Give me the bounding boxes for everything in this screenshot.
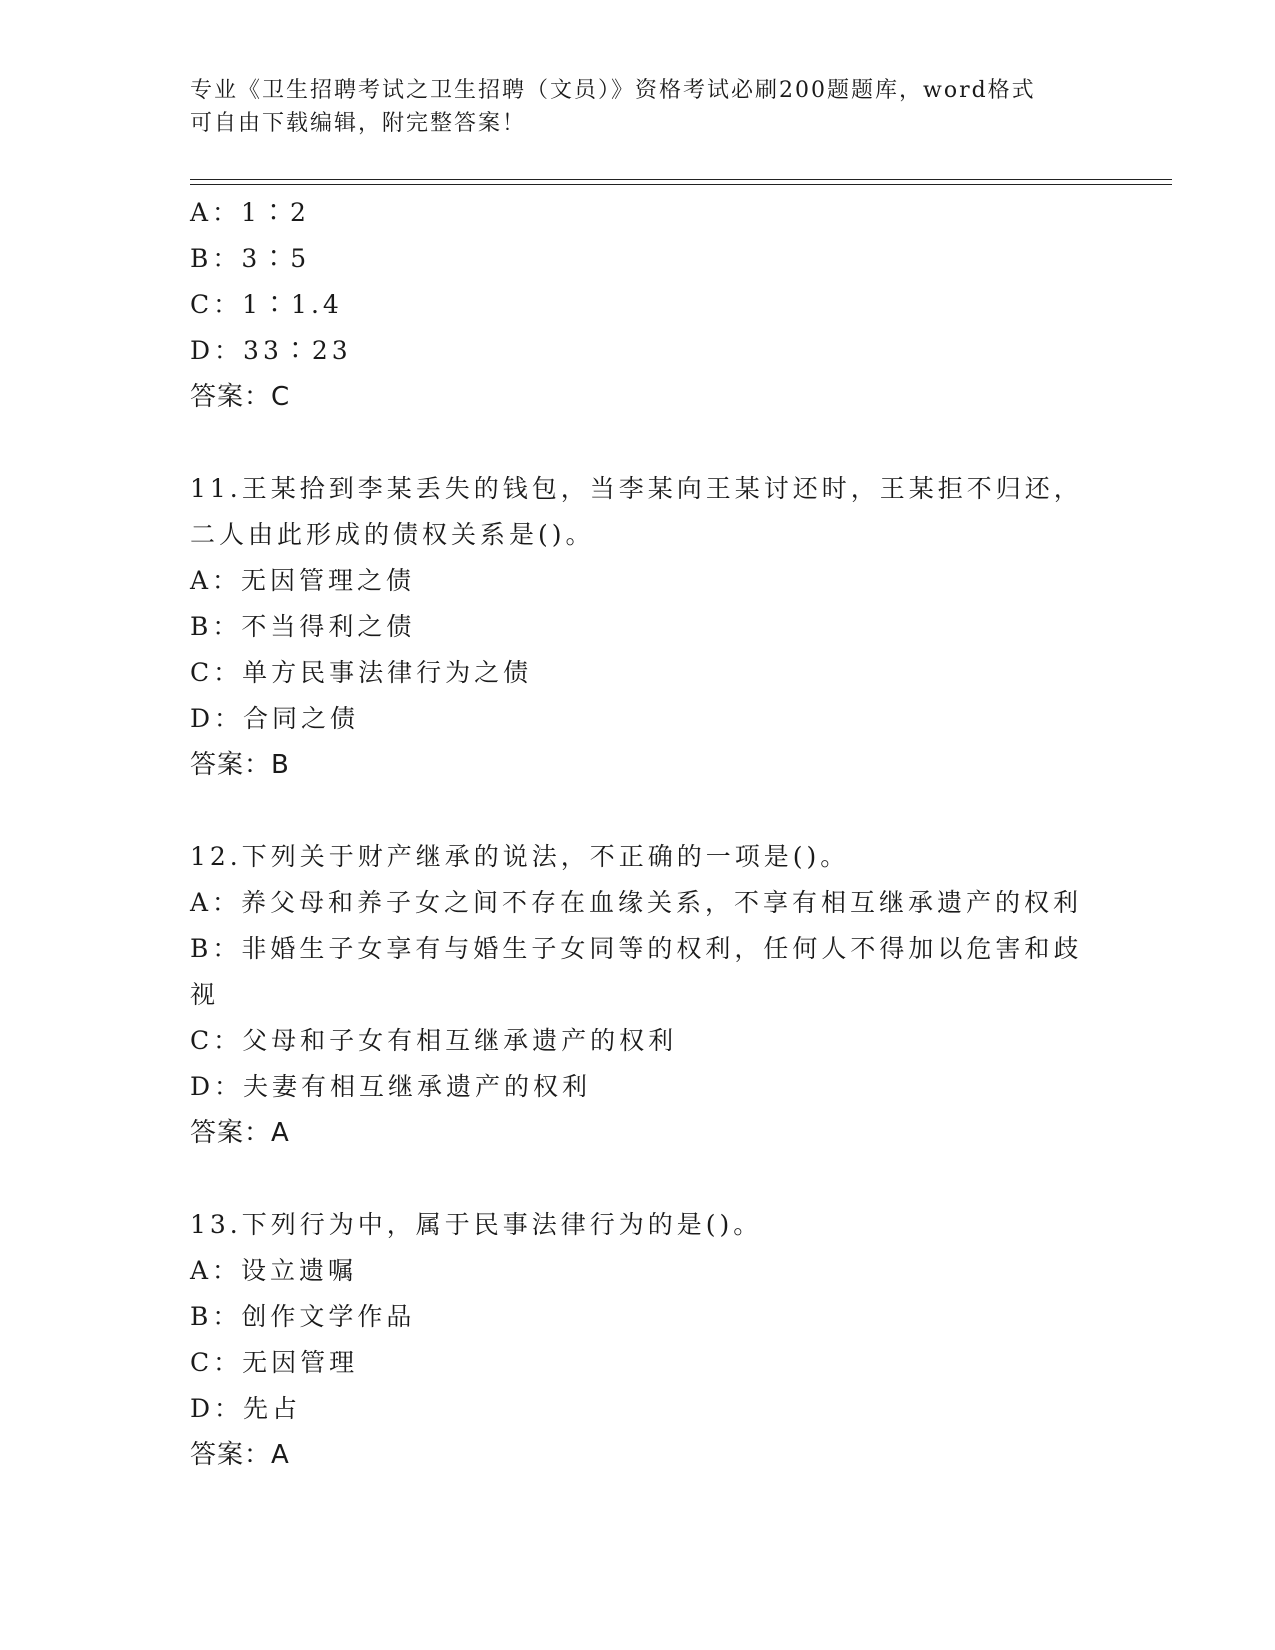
option-d: D：33∶23 <box>190 336 352 365</box>
option-d: D：夫妻有相互继承遗产的权利 <box>190 1072 592 1101</box>
option-c: C：父母和子女有相互继承遗产的权利 <box>190 1026 678 1055</box>
option-a: A：养父母和养子女之间不存在血缘关系，不享有相互继承遗产的权利 <box>190 888 1083 917</box>
option-d: D：先占 <box>190 1394 302 1423</box>
option-b: B：3∶5 <box>190 244 311 273</box>
option-b: B：创作文学作品 <box>190 1302 416 1331</box>
spacer <box>190 788 1090 834</box>
question-block-11 <box>190 466 1090 788</box>
question-block-12 <box>190 834 1090 1156</box>
option-a: A：1∶2 <box>190 198 310 227</box>
option-b: B：不当得利之债 <box>190 612 416 641</box>
option-c: C：无因管理 <box>190 1348 359 1377</box>
header-line-2: 可自由下载编辑，附完整答案！ <box>190 111 527 136</box>
option-a: A：无因管理之债 <box>190 566 416 595</box>
answer-line: 答案：B <box>190 750 290 780</box>
question-block-13 <box>190 1202 1090 1478</box>
answer-line: 答案：C <box>190 382 291 412</box>
option-b: B：非婚生子女享有与婚生子女同等的权利，任何人不得加以危害和歧视 <box>190 934 1083 1009</box>
option-c: C：1∶1.4 <box>190 290 343 319</box>
header-rule-bottom <box>190 184 1172 185</box>
question-stem-line-1: 11.王某拾到李某丢失的钱包，当李某向王某讨还时，王某拒不归还， <box>190 474 1083 503</box>
header-line-1: 专业《卫生招聘考试之卫生招聘（文员）》资格考试必刷200题题库，word格式 <box>190 78 1036 103</box>
question-block-10 <box>190 190 1090 420</box>
document-header <box>190 74 1090 140</box>
question-stem-line-2: 二人由此形成的债权关系是()。 <box>190 520 595 549</box>
question-content <box>190 190 1090 1478</box>
question-stem: 13.下列行为中，属于民事法律行为的是()。 <box>190 1210 763 1239</box>
answer-line: 答案：A <box>190 1118 290 1148</box>
spacer <box>190 420 1090 466</box>
spacer <box>190 1156 1090 1202</box>
option-a: A：设立遗嘱 <box>190 1256 358 1285</box>
option-c: C：单方民事法律行为之债 <box>190 658 533 687</box>
answer-line: 答案：A <box>190 1440 290 1470</box>
option-d: D：合同之债 <box>190 704 360 733</box>
header-rule-top <box>190 179 1172 180</box>
question-stem: 12.下列关于财产继承的说法，不正确的一项是()。 <box>190 842 850 871</box>
